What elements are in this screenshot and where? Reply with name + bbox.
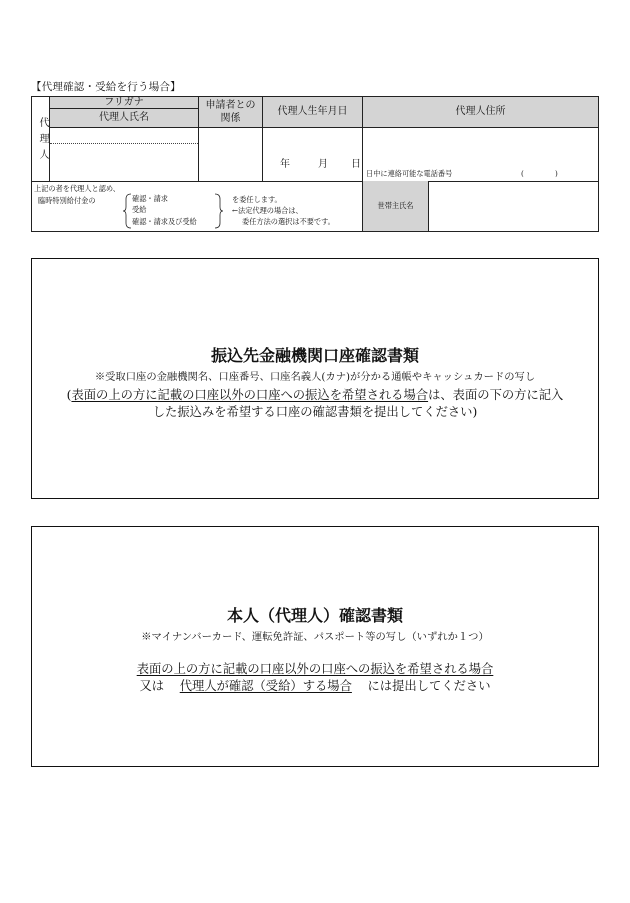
birthdate-input[interactable] <box>262 127 362 181</box>
delegation-line1: 上記の者を代理人と認め、 <box>34 184 120 193</box>
address-header: 代理人住所 <box>362 97 598 127</box>
household-head-input[interactable] <box>428 181 598 231</box>
bank-box-note: ※受取口座の金融機関名、口座番号、口座名義人(カナ)が分かる通帳やキャッシュカードの写し <box>94 371 536 383</box>
benefit-label: 臨時特別給付金の <box>38 196 96 205</box>
delegation-area <box>32 181 362 231</box>
address-input[interactable] <box>362 127 598 181</box>
id-box-underlined-2: 代理人が確認（受給）する場合 <box>179 679 352 693</box>
bank-box-line1: (表面の上の方に記載の口座以外の口座への振込を希望される場合は、表面の下の方に記入 <box>66 388 564 402</box>
id-box-underlined-1: 表面の上の方に記載の口座以外の口座への振込を希望される場合 <box>136 662 494 676</box>
phone-paren-close: ) <box>555 169 558 178</box>
option-confirm-request-receive[interactable]: 確認・請求及び受給 <box>132 217 197 226</box>
phone-paren-open: ( <box>521 169 524 178</box>
relation-input[interactable] <box>198 127 262 181</box>
day-label: 日 <box>351 159 361 170</box>
agent-label: 代理人 <box>37 117 48 165</box>
agent-label-cell <box>32 97 50 181</box>
bank-box-title: 振込先金融機関口座確認書類 <box>210 346 419 365</box>
agent-name-header: 代理人氏名 <box>50 109 198 127</box>
section-title: 【代理確認・受給を行う場合】 <box>31 81 181 93</box>
right-bracket-icon <box>213 193 223 229</box>
id-box-title: 本人（代理人）確認書類 <box>226 606 403 625</box>
bank-account-document-box <box>31 258 599 499</box>
household-head-label: 世帯主氏名 <box>377 201 414 210</box>
legal-note-1: ←法定代理の場合は、 <box>232 206 303 215</box>
legal-note-2: 委任方法の選択は不要です。 <box>242 217 335 226</box>
phone-label: 日中に連絡可能な電話番号 <box>366 169 453 178</box>
furigana-input[interactable] <box>50 128 198 144</box>
month-label: 月 <box>318 159 328 170</box>
furigana-header: フリガナ <box>50 97 198 109</box>
agent-form-table <box>31 96 599 232</box>
id-box-line2: 又は 代理人が確認（受給）する場合 には提出してください <box>139 679 491 693</box>
option-receive[interactable]: 受給 <box>132 205 147 214</box>
agent-name-input[interactable] <box>50 144 198 181</box>
option-confirm-request[interactable]: 確認・請求 <box>132 194 168 203</box>
household-head-label-cell <box>362 181 428 231</box>
birthdate-header: 代理人生年月日 <box>262 97 362 127</box>
delegate-text: を委任します。 <box>232 195 282 204</box>
id-box-note: ※マイナンバーカード、運転免許証、パスポート等の写し（いずれか１つ） <box>141 631 489 643</box>
id-box-line1 <box>32 659 598 677</box>
relation-header: 申請者との 関係 <box>198 97 262 127</box>
identity-document-box <box>31 526 599 767</box>
bank-box-line2: した振込みを希望する口座の確認書類を提出してください) <box>152 405 478 419</box>
year-label: 年 <box>280 159 290 170</box>
bank-box-underlined: 表面の上の方に記載の口座以外の口座への振込を希望される場合 <box>71 388 429 402</box>
